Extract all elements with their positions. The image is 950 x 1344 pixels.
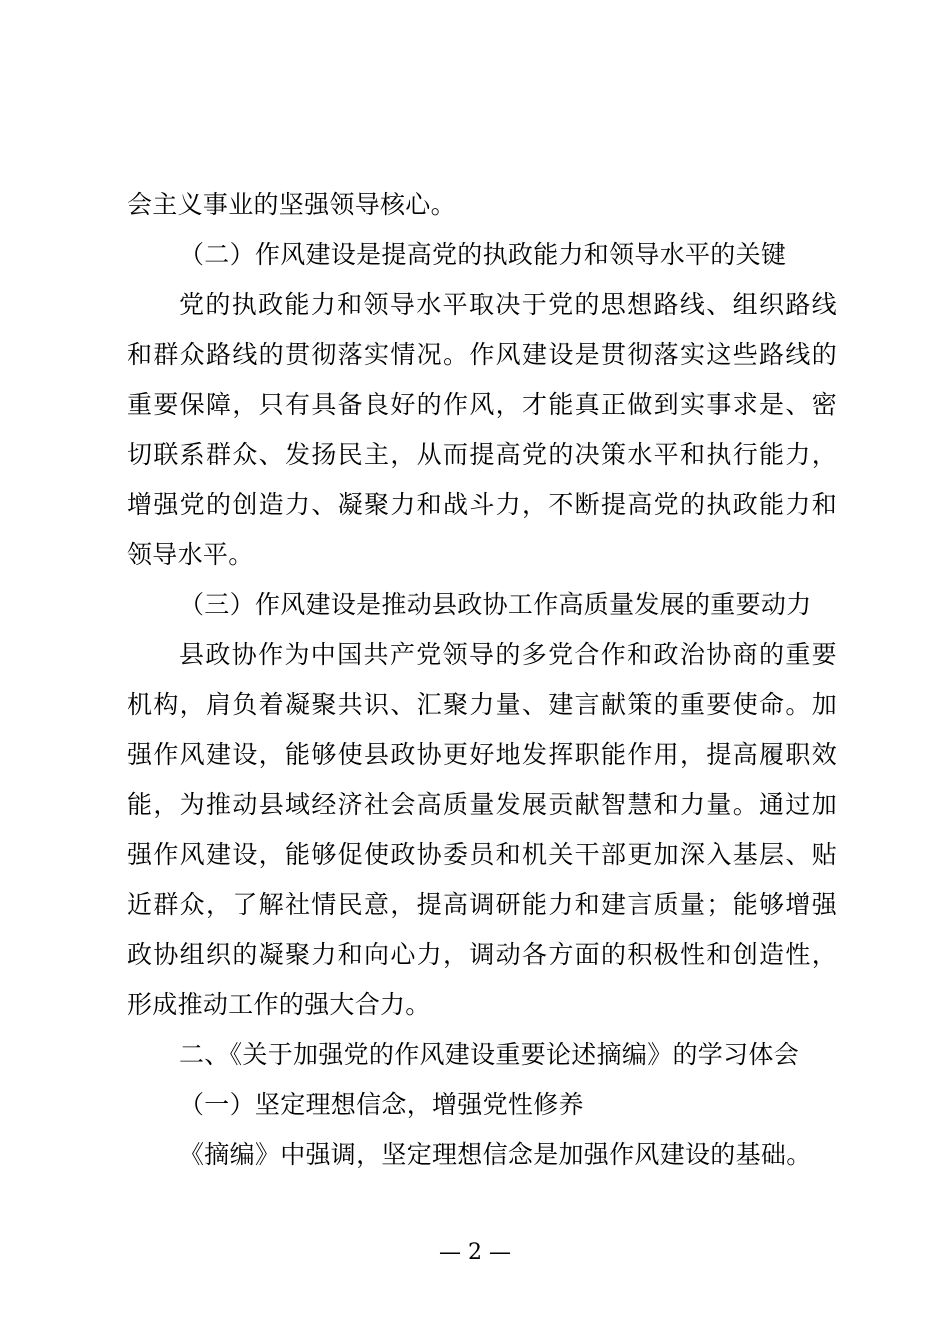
text-line: 强作风建设，能够促使政协委员和机关干部更加深入基层、贴 — [127, 840, 837, 869]
text-line: 形成推动工作的强大合力。 — [127, 990, 431, 1019]
page-number: — 2 — — [439, 1240, 511, 1265]
text-line: 会主义事业的坚强领导核心。 — [127, 190, 456, 219]
text-line: 《摘编》中强调，坚定理想信念是加强作风建设的基础。 — [179, 1140, 812, 1169]
text-line: 和群众路线的贯彻落实情况。作风建设是贯彻落实这些路线的 — [127, 340, 837, 369]
text-line: 强作风建设，能够使县政协更好地发挥职能作用，提高履职效 — [127, 740, 837, 769]
text-line: 领导水平。 — [127, 540, 254, 569]
text-line: 近群众，了解社情民意，提高调研能力和建言质量；能够增强 — [127, 890, 837, 919]
text-line: 重要保障，只有具备良好的作风，才能真正做到实事求是、密 — [127, 390, 837, 419]
chapter-heading: 二、《关于加强党的作风建设重要论述摘编》的学习体会 — [179, 1040, 800, 1069]
text-line: 增强党的创造力、凝聚力和战斗力，不断提高党的执政能力和 — [127, 490, 837, 519]
section-heading: （一）坚定理想信念，增强党性修养 — [179, 1090, 584, 1119]
text-line: 县政协作为中国共产党领导的多党合作和政治协商的重要 — [179, 640, 837, 669]
text-line: 政协组织的凝聚力和向心力，调动各方面的积极性和创造性， — [127, 940, 837, 969]
section-heading: （三）作风建设是推动县政协工作高质量发展的重要动力 — [179, 590, 812, 619]
document-body — [127, 180, 837, 1180]
text-line: 机构，肩负着凝聚共识、汇聚力量、建言献策的重要使命。加 — [127, 690, 837, 719]
text-line: 能，为推动县域经济社会高质量发展贡献智慧和力量。通过加 — [127, 790, 837, 819]
text-line: 切联系群众、发扬民主，从而提高党的决策水平和执行能力， — [127, 440, 837, 469]
section-heading: （二）作风建设是提高党的执政能力和领导水平的关键 — [179, 240, 787, 269]
text-line: 党的执政能力和领导水平取决于党的思想路线、组织路线 — [179, 290, 837, 319]
